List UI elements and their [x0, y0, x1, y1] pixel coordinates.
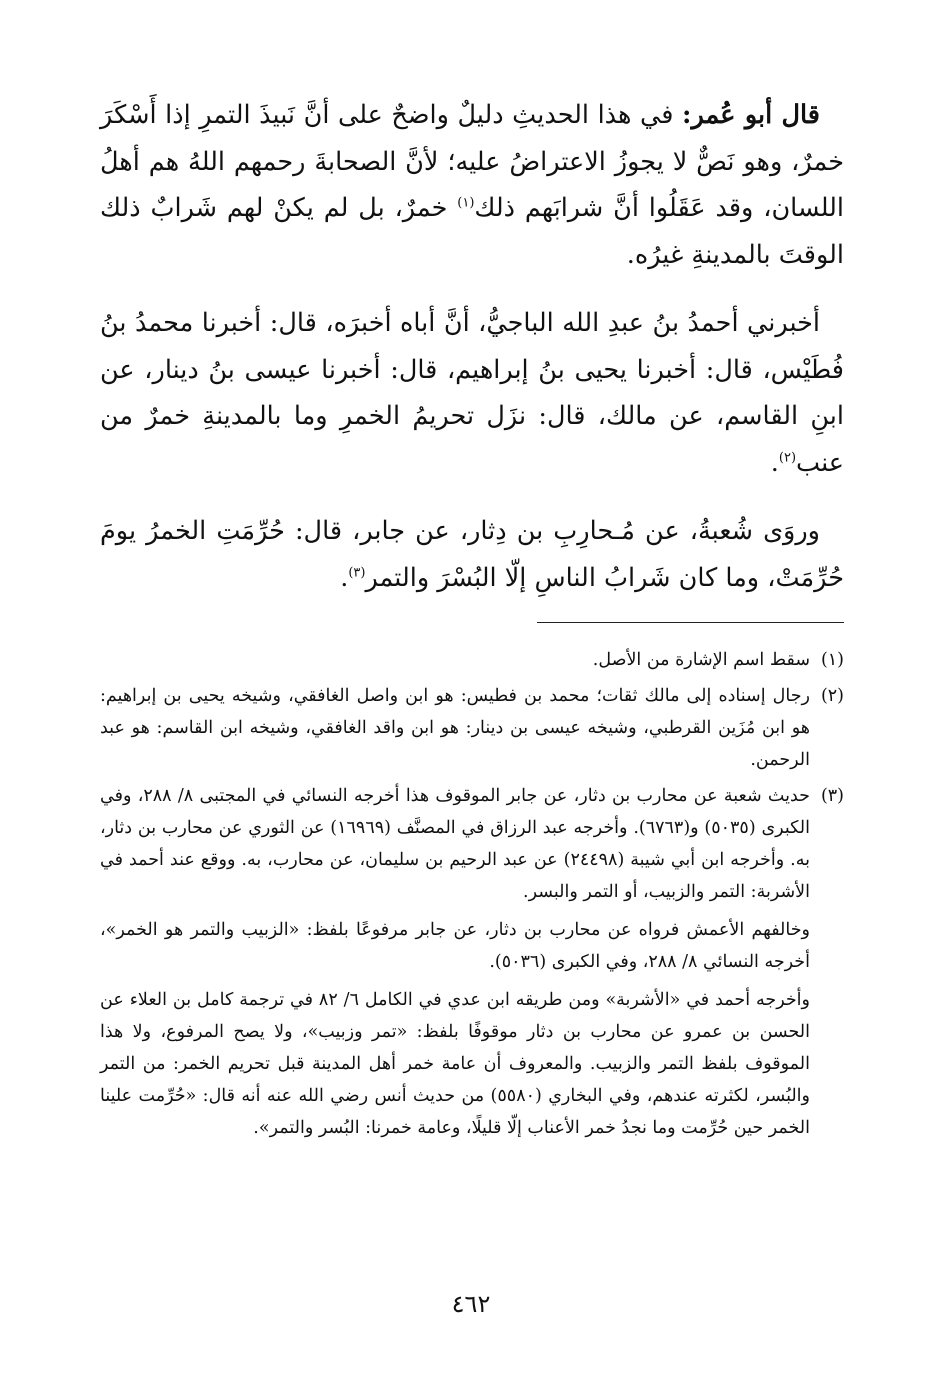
footnote-separator [537, 622, 844, 623]
footnote-text: وأخرجه أحمد في «الأشربة» ومن طريقه ابن عدي في الكامل ٦/ ٨٢ في ترجمة كامل بن العلاء عن الحسن بن عمرو عن محارب بن دثار موقوفًا بلفظ: «تمر وزبيب»، ولا يصح المرفوع، ولا هذا الموقوف بلفظ التمر والزبيب. والمعروف أن عامة خمر أهل المدينة قبل تحريم الخمر: من التمر والبُسر، لكثرته عندهم، وفي البخاري (٥٥٨٠) من حديث أنس رضي الله عنه أنه قال: «حُرِّمت علينا الخمر حين حُرِّمت وما نجدُ خمر الأعناب إلّا قليلًا، وعامة خمرنا: البُسر والتمر». [100, 990, 810, 1138]
footnote-ref-2[interactable]: (٢) [778, 450, 797, 465]
footnotes [100, 644, 844, 1148]
paragraph-1-text: في هذا الحديثِ دليلٌ واضحٌ على أنَّ نَبيذَ التمرِ إذا أَسْكَرَ خمرٌ، وهو نَصٌّ لا يجوزُ الاعتراضُ عليه؛ لأنَّ الصحابةَ رحمهم اللهُ هم أهلُ اللسان، وقد عَقَلُوا أنَّ شرابَهم ذلك [100, 100, 844, 223]
footnote-text: سقط اسم الإشارة من الأصل. [592, 650, 810, 670]
paragraph-1-tail: خمرٌ، بل لم يكنْ لهم شَرابٌ ذلك الوقتَ بالمدينةِ غيرُه. [100, 193, 844, 270]
footnote-number: (٣) [820, 786, 844, 806]
footnote-number: (١) [820, 650, 844, 670]
speaker-label: قال أبو عُمر: [682, 100, 820, 130]
paragraph-3 [100, 508, 844, 601]
footnote-ref-3[interactable]: (٣) [348, 565, 366, 580]
footnote-text: حديث شعبة عن محارب بن دثار، عن جابر الموقوف هذا أخرجه النسائي في المجتبى ٨/ ٢٨٨، وفي الكبرى (٥٠٣٥) و(٦٧٦٣). وأخرجه عبد الرزاق في المصنَّف (١٦٩٦٩) عن الثوري عن محارب بن دثار، به. وأخرجه ابن أبي شيبة (٢٤٤٩٨) عن عبد الرحيم بن سليمان، عن محارب، به. ووقع عند أحمد في الأشربة: التمر والزبيب، أو التمر والبسر. [100, 786, 810, 902]
paragraph-3-text: وروَى شُعبةُ، عن مُـحارِبِ بن دِثار، عن جابر، قال: حُرِّمَتِ الخمرُ يومَ حُرِّمَتْ، وما كان شَرابُ الناسِ إلّا البُسْرَ والتمر [100, 516, 844, 593]
footnote-3 [100, 780, 844, 1144]
paragraph-3-tail: . [340, 562, 349, 593]
footnote-ref-1[interactable]: (١) [457, 195, 475, 211]
paragraph-2-tail: . [770, 447, 779, 478]
paragraph-1 [100, 92, 844, 278]
paragraph-2-text: أخبرني أحمدُ بنُ عبدِ الله الباجيُّ، أنَّ أباه أخبرَه، قال: أخبرنا محمدُ بنُ فُطَيْس، قال: أخبرنا يحيى بنُ إبراهيم، قال: أخبرنا عيسى بنُ دينار، عن ابنِ القاسم، عن مالك، قال: نزَل تحريمُ الخمرِ وما بالمدينةِ خمرٌ من عنب [100, 308, 844, 478]
footnote-2 [100, 680, 844, 776]
paragraph-2 [100, 300, 844, 486]
footnote-text: رجال إسناده إلى مالك ثقات؛ محمد بن فطيس: هو ابن واصل الغافقي، وشيخه يحيى بن إبراهيم: هو ابن مُزَين القرطبي، وشيخه عيسى بن دينار: هو ابن واقد الغافقي، وشيخه ابن القاسم: هو عبد الرحمن. [100, 686, 810, 770]
footnote-text: وخالفهم الأعمش فرواه عن محارب بن دثار، عن جابر مرفوعًا بلفظ: «الزبيب والتمر هو الخمر»، أخرجه النسائي ٨/ ٢٨٨، وفي الكبرى (٥٠٣٦). [100, 920, 810, 972]
footnote-number: (٢) [820, 686, 844, 706]
page-number: ٤٦٢ [451, 1290, 491, 1318]
footnote-1 [100, 644, 844, 676]
main-text [100, 92, 844, 601]
